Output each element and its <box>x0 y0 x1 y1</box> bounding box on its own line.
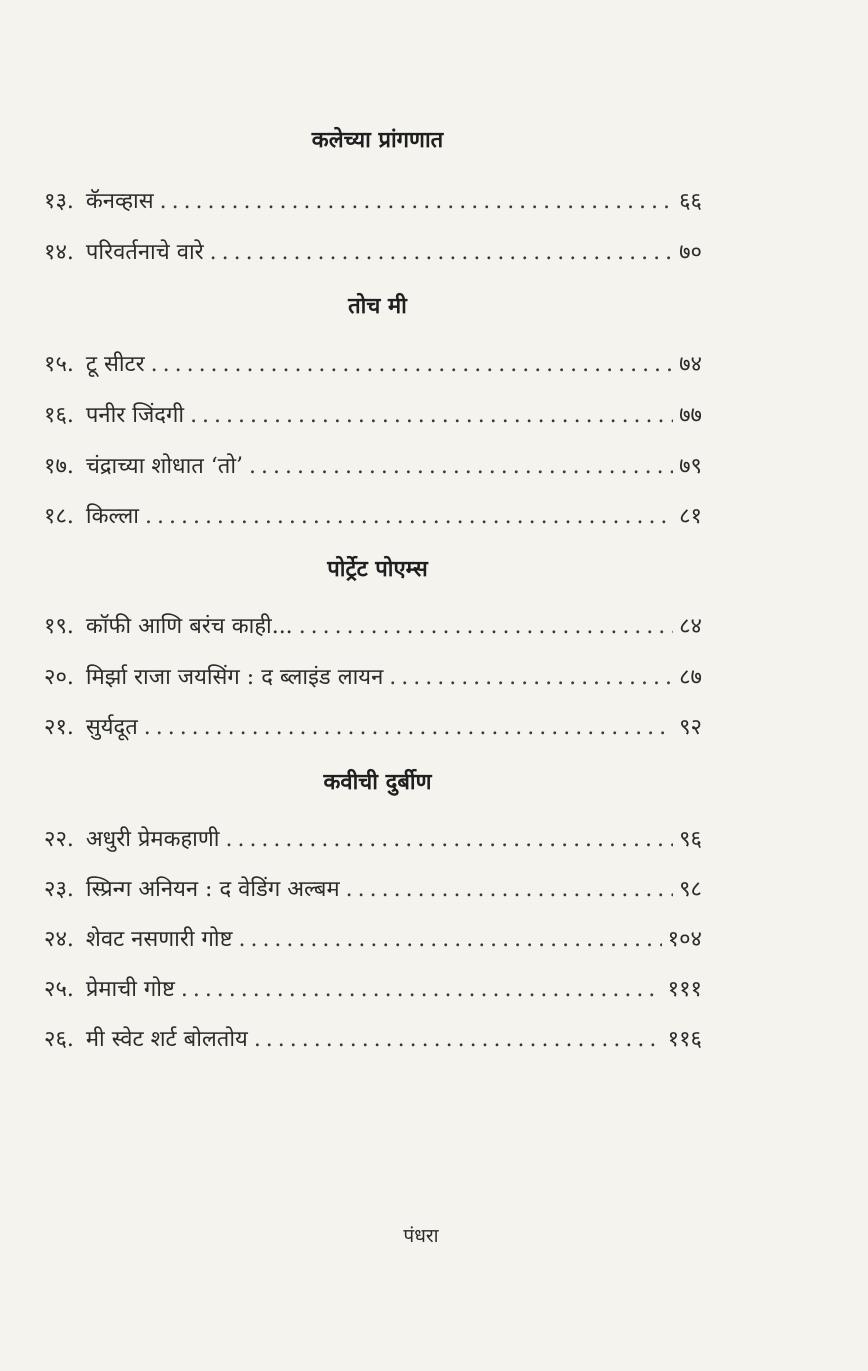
entry-number: २२. <box>44 827 74 852</box>
dot-leader <box>151 345 673 385</box>
entry-title: कॉफी आणि बरंच काही... <box>85 614 293 639</box>
toc-entry[interactable] <box>44 497 702 537</box>
entry-page-number: ८४ <box>679 614 702 639</box>
dot-leader <box>299 607 673 647</box>
dot-leader <box>225 820 673 860</box>
entry-number: १३. <box>44 189 74 214</box>
dot-leader <box>145 497 673 537</box>
entry-title: परिवर्तनाचे वारे <box>85 240 204 265</box>
dot-leader <box>181 970 662 1010</box>
entry-title: कॅनव्हास <box>85 189 154 214</box>
entry-number: १८. <box>44 504 74 529</box>
entry-page-number: ९६ <box>679 827 702 852</box>
toc-entry[interactable] <box>44 396 702 436</box>
toc-entry[interactable] <box>44 708 702 748</box>
entry-page-number: ७७ <box>679 403 702 428</box>
entry-number: २५. <box>44 977 74 1002</box>
entry-number: १९. <box>44 614 74 639</box>
section-title: कवीची दुर्बीण <box>323 770 432 795</box>
section-title: तोच मी <box>348 294 407 319</box>
entry-title: मी स्वेट शर्ट बोलतोय <box>85 1027 248 1052</box>
entry-page-number: ७९ <box>679 454 702 479</box>
entry-title: प्रेमाची गोष्ट <box>85 977 175 1002</box>
section-title: कलेच्या प्रांगणात <box>311 128 444 153</box>
entry-page-number: ७४ <box>679 352 702 377</box>
toc-entry[interactable] <box>44 233 702 273</box>
entry-number: १६. <box>44 403 74 428</box>
toc-entry[interactable] <box>44 970 702 1010</box>
entry-number: १७. <box>44 454 74 479</box>
dot-leader <box>210 233 673 273</box>
entry-number: २६. <box>44 1027 74 1052</box>
entry-number: २३. <box>44 877 74 902</box>
toc-entry[interactable] <box>44 447 702 487</box>
toc-entry[interactable] <box>44 870 702 910</box>
section-title: पोर्ट्रेट पोएम्स <box>327 557 428 582</box>
entry-title: अधुरी प्रेमकहाणी <box>85 827 220 852</box>
entry-page-number: ९२ <box>679 715 702 740</box>
toc-entry[interactable] <box>44 658 702 698</box>
entry-number: १४. <box>44 240 74 265</box>
entry-title: स्प्रिन्ग अनियन : द वेडिंग अल्बम <box>85 877 340 902</box>
entry-number: १५. <box>44 352 74 377</box>
dot-leader <box>254 1020 662 1060</box>
toc-entry[interactable] <box>44 1020 702 1060</box>
entry-title: किल्ला <box>85 504 140 529</box>
entry-page-number: ११६ <box>667 1027 702 1052</box>
toc-entry[interactable] <box>44 920 702 960</box>
dot-leader <box>249 447 673 487</box>
entry-page-number: १११ <box>667 977 702 1002</box>
dot-leader <box>190 396 673 436</box>
entry-title: शेवट नसणारी गोष्ट <box>85 927 233 952</box>
entry-title: टू सीटर <box>85 352 145 377</box>
dot-leader <box>389 658 673 698</box>
entry-number: २४. <box>44 927 74 952</box>
dot-leader <box>346 870 673 910</box>
entry-title: सुर्यदूत <box>85 715 138 740</box>
dot-leader <box>238 920 661 960</box>
entry-page-number: ७० <box>679 240 702 265</box>
toc-entry[interactable] <box>44 345 702 385</box>
entry-page-number: ८१ <box>679 504 702 529</box>
toc-entry[interactable] <box>44 820 702 860</box>
entry-number: २०. <box>44 665 74 690</box>
dot-leader <box>160 182 674 222</box>
toc-entry[interactable] <box>44 182 702 222</box>
entry-title: मिर्झा राजा जयसिंग : द ब्लाइंड लायन <box>85 665 384 690</box>
entry-page-number: ८७ <box>679 665 702 690</box>
entry-title: चंद्राच्या शोधात ‘तो’ <box>85 454 244 479</box>
dot-leader <box>144 708 673 748</box>
entry-page-number: ६६ <box>679 189 702 214</box>
entry-number: २१. <box>44 715 74 740</box>
entry-page-number: १०४ <box>667 927 702 952</box>
entry-title: पनीर जिंदगी <box>85 403 185 428</box>
page-number-label: पंधरा <box>403 1225 439 1247</box>
entry-page-number: ९८ <box>679 877 702 902</box>
toc-entry[interactable] <box>44 607 702 647</box>
